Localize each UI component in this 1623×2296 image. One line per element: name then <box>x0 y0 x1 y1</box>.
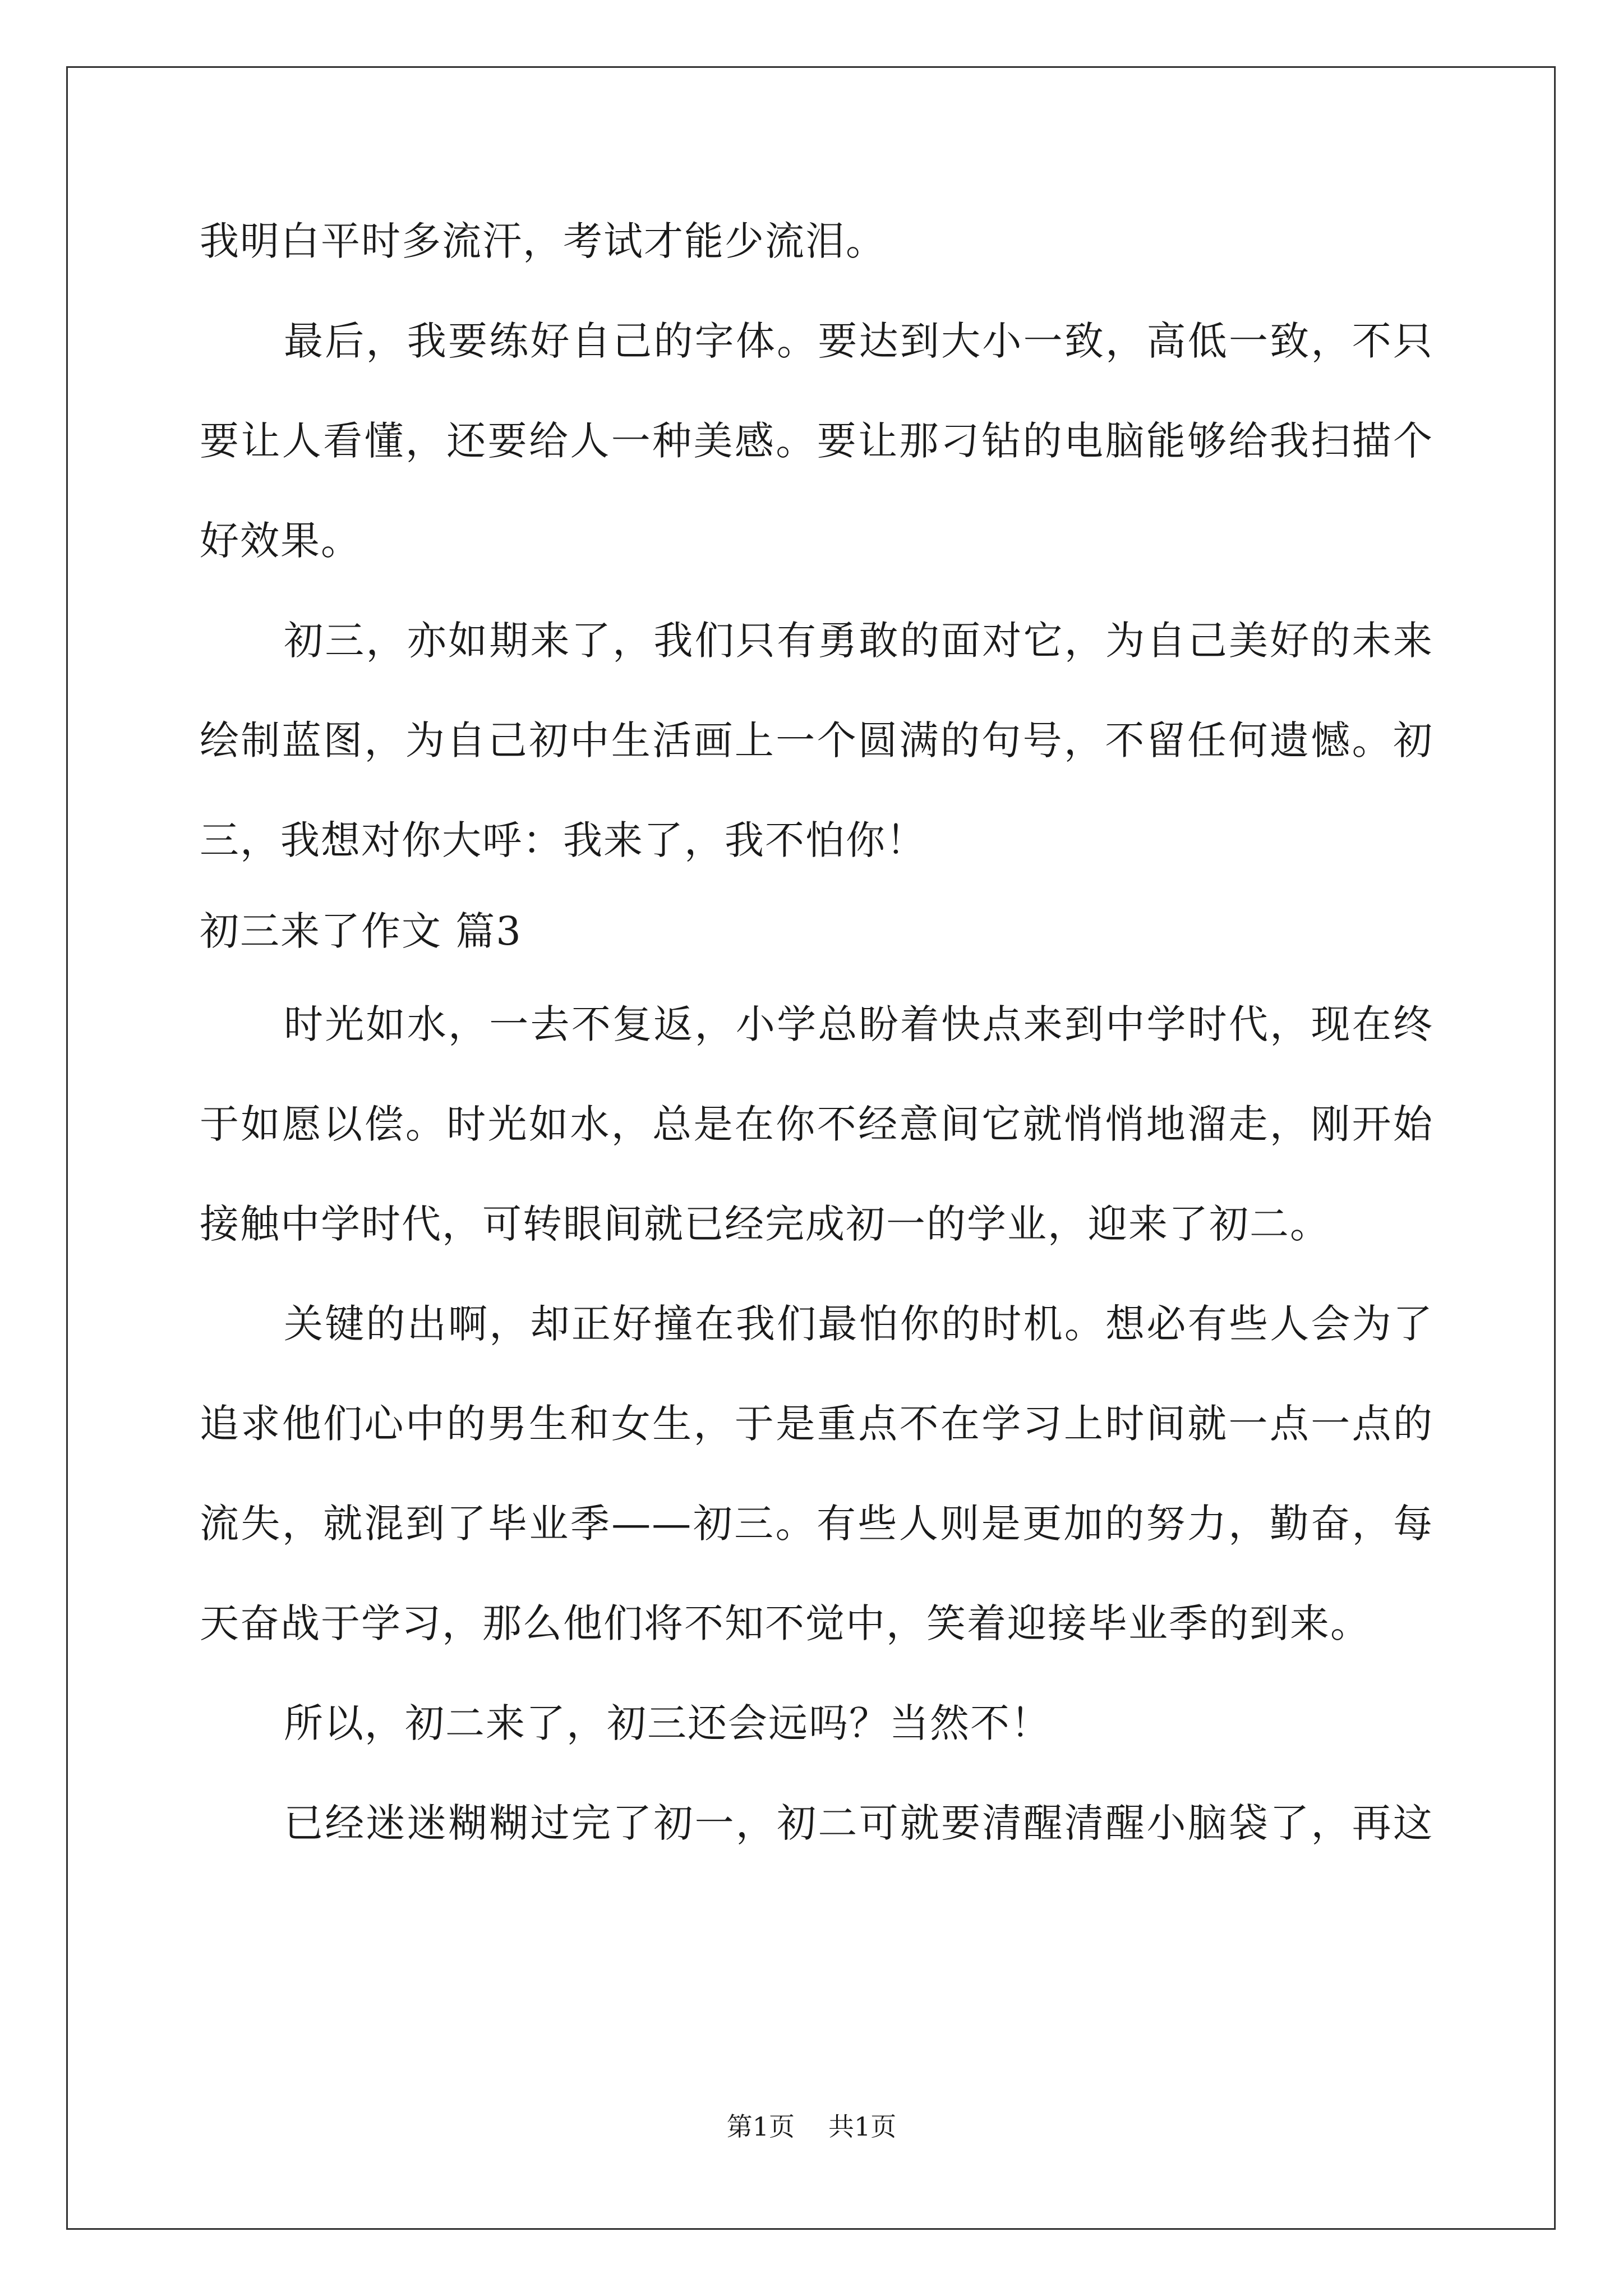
paragraph-line: 三，我想对你大呼：我来了，我不怕你！ <box>200 817 926 863</box>
paragraph-line: 所以，初二来了，初三还会远吗？当然不！ <box>284 1700 1051 1746</box>
paragraph-line: 初三，亦如期来了，我们只有勇敢的面对它，为自己美好的未来 <box>284 618 1433 664</box>
page-number: 第1页 <box>726 2111 795 2142</box>
paragraph-line: 于如愿以偿。时光如水，总是在你不经意间它就悄悄地溜走，刚开始 <box>200 1101 1433 1147</box>
paragraph-line: 好效果。 <box>200 518 361 564</box>
paragraph-line: 关键的出啊，却正好撞在我们最怕你的时机。想必有些人会为了 <box>284 1301 1433 1347</box>
paragraph-line: 已经迷迷糊糊过完了初一，初二可就要清醒清醒小脑袋了，再这 <box>284 1800 1433 1846</box>
paragraph-line: 天奋战于学习，那么他们将不知不觉中，笑着迎接毕业季的到来。 <box>200 1600 1371 1646</box>
paragraph-line: 要让人看懂，还要给人一种美感。要让那刁钻的电脑能够给我扫描个 <box>200 418 1433 464</box>
paragraph-line: 绘制蓝图，为自己初中生活画上一个圆满的句号，不留任何遗憾。初 <box>200 717 1433 763</box>
page-footer <box>0 2106 1623 2143</box>
page-total: 共1页 <box>828 2111 897 2142</box>
section-heading: 初三来了作文 篇3 <box>200 908 522 954</box>
paragraph-line: 流失，就混到了毕业季——初三。有些人则是更加的努力，勤奋，每 <box>200 1501 1433 1547</box>
paragraph-line: 接触中学时代，可转眼间就已经完成初一的学业，迎来了初二。 <box>200 1201 1330 1247</box>
paragraph-line: 我明白平时多流汗，考试才能少流泪。 <box>200 218 886 264</box>
paragraph-line: 最后，我要练好自己的字体。要达到大小一致，高低一致，不只 <box>284 318 1433 364</box>
paragraph-line: 时光如水，一去不复返，小学总盼着快点来到中学时代，现在终 <box>284 1001 1433 1047</box>
paragraph-line: 追求他们心中的男生和女生，于是重点不在学习上时间就一点一点的 <box>200 1401 1433 1447</box>
